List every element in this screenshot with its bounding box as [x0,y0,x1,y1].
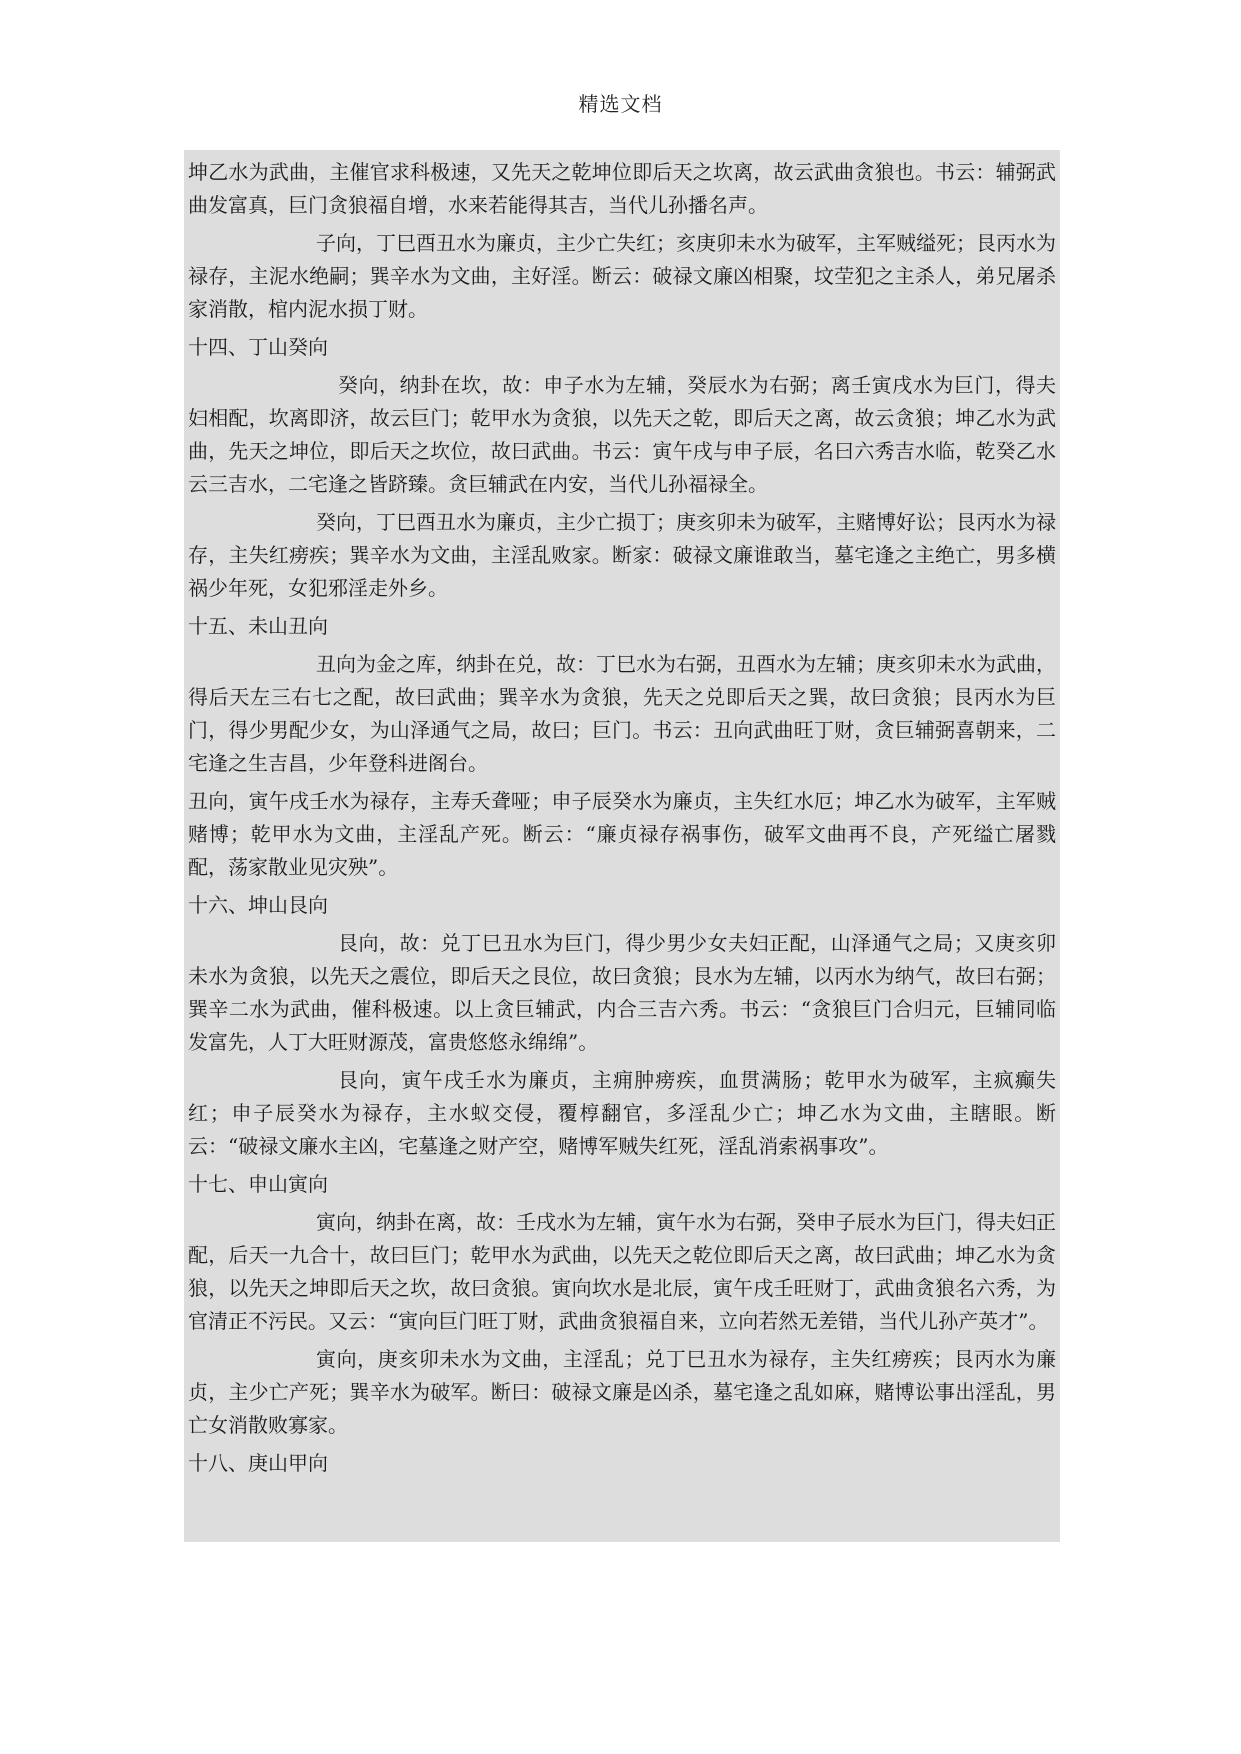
document-body [184,150,1060,1542]
paragraph-chou-xiang-2: 丑向，寅午戌壬水为禄存，主寿夭聋哑；申子辰癸水为廉贞，主失红水厄；坤乙水为破军，主军贼赌博；乾甲水为文曲，主淫乱产死。断云：“廉贞禄存祸事伤，破军文曲再不良，产死缢亡屠戮配，荡家散业见灾殃”。 [188,789,1056,879]
paragraph-yin-xiang-2: 寅向，庚亥卯未水为文曲，主淫乱；兑丁巳丑水为禄存，主失红痨疾；艮丙水为廉贞，主少亡产死；巽辛水为破军。断曰：破禄文廉是凶杀，墓宅逢之乱如麻，赌博讼事出淫乱，男亡女消散败寡家。 [188,1347,1056,1437]
paragraph-gui-xiang-2: 癸向，丁巳酉丑水为廉贞，主少亡损丁；庚亥卯未为破军，主赌博好讼；艮丙水为禄存，主失红痨疾；巽辛水为文曲，主淫乱败家。断家：破禄文廉谁敢当，墓宅逢之主绝亡，男多横祸少年死，女犯邪淫走外乡。 [188,510,1056,600]
section-heading-15: 十五、未山丑向 [188,614,328,638]
paragraph-yin-xiang-1: 寅向，纳卦在离，故：壬戌水为左辅，寅午水为右弼，癸申子辰水为巨门，得夫妇正配，后天一九合十，故曰巨门；乾甲水为武曲，以先天之乾位即后天之离，故曰武曲；坤乙水为贪狼，以先天之坤即后天之坎，故曰贪狼。寅向坎水是北辰，寅午戌壬旺财丁，武曲贪狼名六秀，为官清正不污民。又云：“寅向巨门旺丁财，武曲贪狼福自来，立向若然无差错，当代儿孙产英才”。 [188,1210,1056,1333]
page-header: 精选文档 [578,92,663,116]
paragraph-1: 坤乙水为武曲，主催官求科极速，又先天之乾坤位即后天之坎离，故云武曲贪狼也。书云：辅弼武曲发富真，巨门贪狼福自增，水来若能得其吉，当代儿孙播名声。 [188,160,1056,217]
section-heading-14: 十四、丁山癸向 [188,335,328,359]
section-heading-18: 十八、庚山甲向 [188,1451,328,1475]
paragraph-gen-xiang-2: 艮向，寅午戌壬水为廉贞，主痈肿痨疾，血贯满肠；乾甲水为破军，主疯癫失红；申子辰癸水为禄存，主水蚁交侵，覆椁翻官，多淫乱少亡；坤乙水为文曲，主瞎眼。断云：“破禄文廉水主凶，宅墓逢之财产空，赌博军贼失红死，淫乱消索祸事攻”。 [188,1068,1056,1158]
paragraph-chou-xiang-1: 丑向为金之库，纳卦在兑，故：丁巳水为右弼，丑酉水为左辅；庚亥卯未水为武曲，得后天左三右七之配，故曰武曲；巽辛水为贪狼，先天之兑即后天之巽，故曰贪狼；艮丙水为巨门，得少男配少女，为山泽通气之局，故曰；巨门。书云：丑向武曲旺丁财，贪巨辅弼喜朝来，二宅逢之生吉昌，少年登科进阁台。 [188,652,1056,775]
paragraph-zi-xiang: 子向，丁巳酉丑水为廉贞，主少亡失红；亥庚卯未水为破军，主军贼缢死；艮丙水为禄存，主泥水绝嗣；巽辛水为文曲，主好淫。断云：破禄文廉凶相聚，坟茔犯之主杀人，弟兄屠杀家消散，棺内泥水损丁财。 [188,231,1056,321]
section-heading-16: 十六、坤山艮向 [188,893,328,917]
paragraph-gui-xiang-1: 癸向，纳卦在坎，故：申子水为左辅，癸辰水为右弼；离壬寅戌水为巨门，得夫妇相配，坎离即济，故云巨门；乾甲水为贪狼，以先天之乾，即后天之离，故云贪狼；坤乙水为武曲，先天之坤位，即后天之坎位，故曰武曲。书云：寅午戌与申子辰，名曰六秀吉水临，乾癸乙水云三吉水，二宅逢之皆跻臻。贪巨辅武在内安，当代儿孙福禄全。 [188,373,1056,496]
paragraph-gen-xiang-1: 艮向，故：兑丁巳丑水为巨门，得少男少女夫妇正配，山泽通气之局；又庚亥卯未水为贪狼，以先天之震位，即后天之艮位，故曰贪狼；艮水为左辅，以丙水为纳气，故曰右弼；巽辛二水为武曲，催科极速。以上贪巨辅武，内合三吉六秀。书云：“贪狼巨门合归元，巨辅同临发富先，人丁大旺财源茂，富贵悠悠永绵绵”。 [188,931,1056,1054]
section-heading-17: 十七、申山寅向 [188,1172,328,1196]
